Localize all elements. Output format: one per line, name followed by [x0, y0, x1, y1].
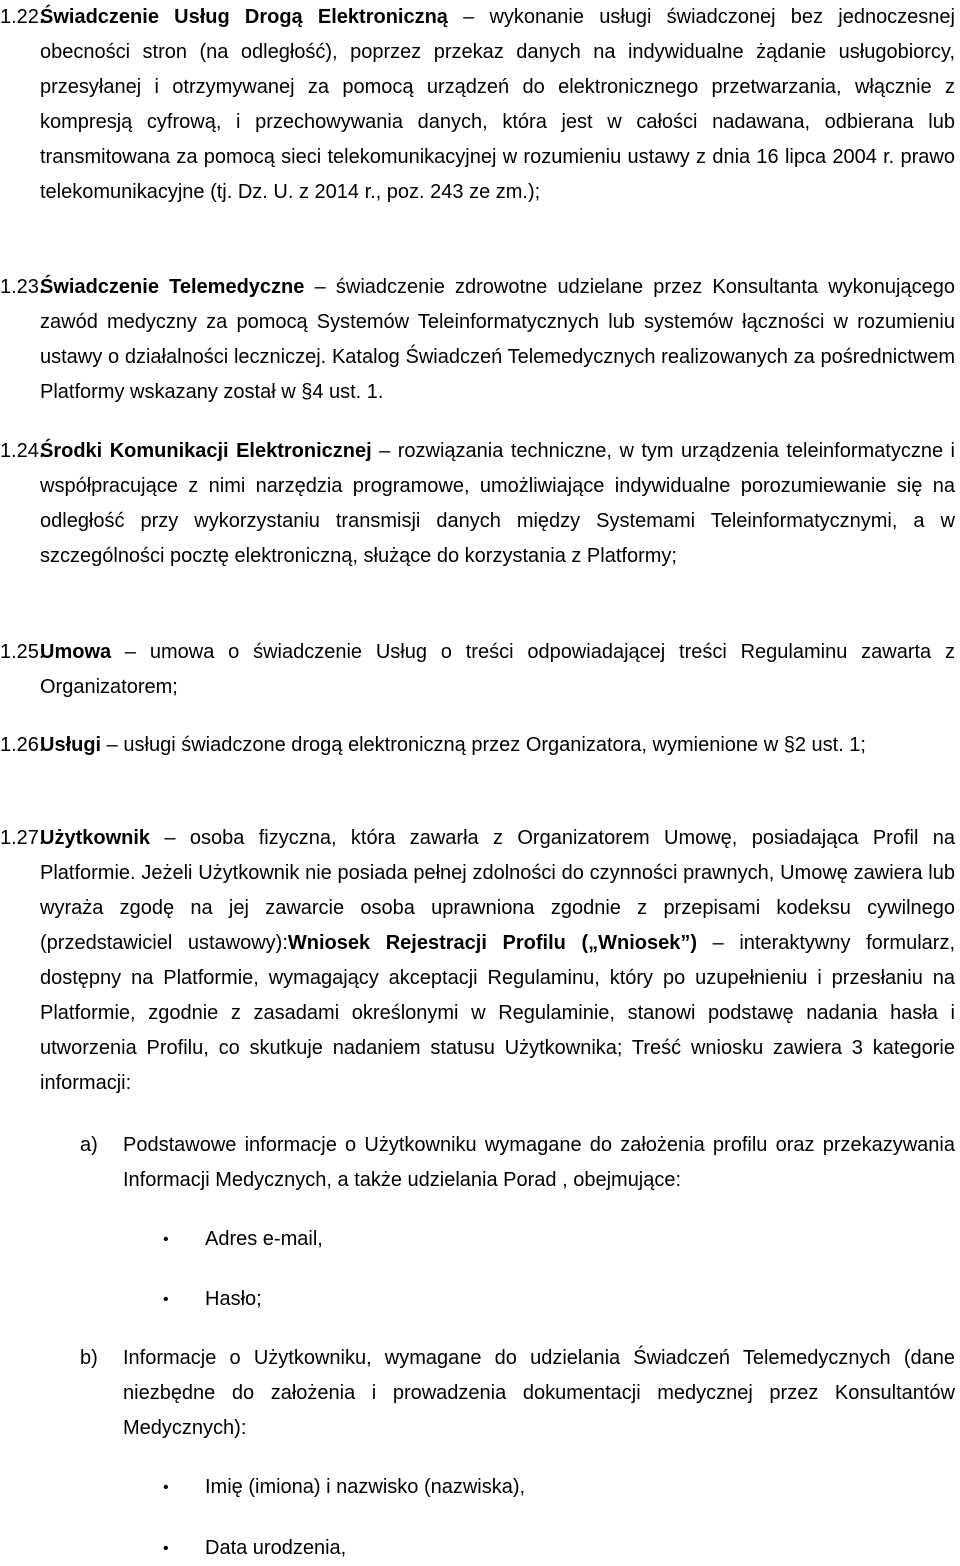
bullet-text: Adres e-mail,	[205, 1228, 323, 1250]
definition-number: 1.24.	[0, 440, 45, 462]
definition-text-secondary: – interaktywny formularz, dostępny na Platformie, wymagający akceptacji Regulaminu, który po uzupełnieniu i przesłaniu na Platformie, zgodnie z zasadami określonymi w Regulaminie, stanowi podstawę nadania hasła i utworzenia Profilu, co skutkuje nadaniem statusu Użytkownika; Treść wniosku zawiera 3 kategorie informacji:	[40, 932, 956, 1094]
definition-body	[40, 270, 955, 410]
definition-text: świadczenie zdrowotne udzielane przez Konsultanta wykonującego zawód medyczny za pomocą Systemów Teleinformatycznych lub systemów łączności w rozumieniu ustawy o działalności leczniczej. Katalog Świadczeń Telemedycznych realizowanych za pośrednictwem Platformy wskazany został w §4 ust. 1.	[40, 276, 955, 403]
bullet-text: Imię (imiona) i nazwisko (nazwiska),	[205, 1476, 526, 1498]
subitem-letter: a)	[80, 1134, 98, 1156]
definition-term: Świadczenie Telemedyczne	[40, 276, 305, 298]
definition-text: umowa o świadczenie Usług o treści odpowiadającej treści Regulaminu zawarta z Organizatorem;	[40, 641, 955, 698]
definition-term: Usługi	[40, 734, 102, 756]
definition-body	[40, 635, 955, 705]
bullet-text: Hasło;	[205, 1288, 262, 1310]
definition-number: 1.25.	[0, 641, 45, 663]
definition-body	[40, 434, 955, 574]
definition-body	[40, 728, 955, 763]
definition-term: Środki Komunikacji Elektronicznej	[40, 440, 372, 462]
bullet-text: Data urodzenia,	[205, 1537, 347, 1559]
subitem-text: Podstawowe informacje o Użytkowniku wymagane do założenia profilu oraz przekazywania Informacji Medycznych, a także udzielania Porad , obejmujące:	[123, 1134, 955, 1191]
definition-number: 1.23.	[0, 276, 45, 298]
definition-number: 1.26.	[0, 734, 45, 756]
definition-dash: –	[447, 6, 490, 28]
definition-number: 1.27.	[0, 827, 45, 849]
definition-term-secondary: Wniosek Rejestracji Profilu („Wniosek”)	[287, 932, 698, 954]
subitem-letter: b)	[80, 1347, 98, 1369]
definition-text: osoba fizyczna, która zawarła z Organizatorem Umowę, posiadająca Profil na Platformie. Jeżeli Użytkownik nie posiada pełnej zdolności do czynności prawnych, Umowę zawiera lub wyraża zgodę na jej zawarcie osoba uprawniona zgodnie z przepisami kodeksu cywilnego (przedstawiciel ustawowy):	[40, 827, 955, 954]
bullet-icon: •	[163, 1291, 169, 1308]
definition-term: Umowa	[40, 641, 112, 663]
definition-dash: –	[371, 440, 398, 462]
bullet-icon: •	[163, 1231, 169, 1248]
definition-text: wykonanie usługi świadczonej bez jednoczesnej obecności stron (na odległość), poprzez przekaz danych na indywidualne żądanie usługobiorcy, przesyłanej i otrzymywanej za pomocą urządzeń do elektronicznego przetwarzania, włącznie z kompresją cyfrową, i przechowywania danych, która jest w całości nadawana, odbierana lub transmitowana za pomocą sieci telekomunikacyjnej w rozumieniu ustawy z dnia 16 lipca 2004 r. prawo telekomunikacyjne (tj. Dz. U. z 2014 r., poz. 243 ze zm.);	[40, 6, 955, 203]
definition-number: 1.22.	[0, 6, 45, 28]
definition-dash: –	[101, 734, 124, 756]
definition-term: Użytkownik	[40, 827, 151, 849]
definition-body	[40, 821, 955, 1101]
bullet-icon: •	[163, 1479, 169, 1496]
definition-dash: –	[111, 641, 150, 663]
subitem-text: Informacje o Użytkowniku, wymagane do udzielania Świadczeń Telemedycznych (dane niezbędne do założenia i prowadzenia dokumentacji medycznej przez Konsultantów Medycznych):	[123, 1347, 955, 1439]
definition-text: usługi świadczone drogą elektroniczną przez Organizatora, wymienione w §2 ust. 1;	[123, 734, 866, 756]
definition-term: Świadczenie Usług Drogą Elektroniczną	[40, 6, 448, 28]
definition-body	[40, 0, 955, 210]
definition-dash: –	[150, 827, 190, 849]
bullet-icon: •	[163, 1540, 169, 1557]
definition-dash: –	[304, 276, 336, 298]
definition-text: rozwiązania techniczne, w tym urządzenia teleinformatyczne i współpracujące z nimi narzędzia programowe, umożliwiające indywidualne porozumiewanie się na odległość przy wykorzystaniu transmisji danych między Systemami Teleinformatycznymi, a w szczególności pocztę elektroniczną, służące do korzystania z Platformy;	[40, 440, 955, 567]
